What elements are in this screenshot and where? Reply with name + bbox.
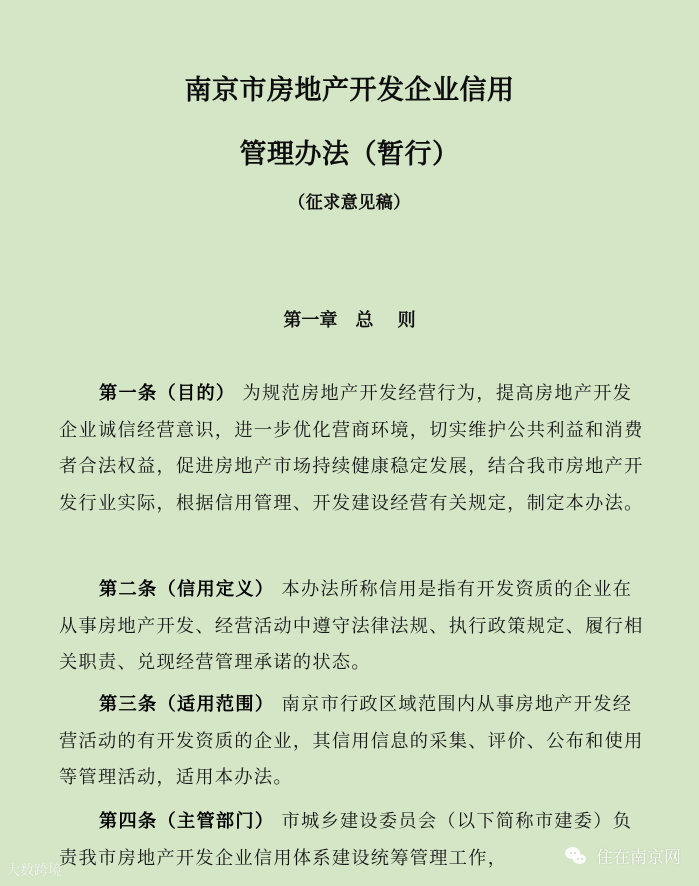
- bubble-eye: [570, 852, 572, 854]
- watermark-right: [564, 843, 681, 868]
- article-3: [59, 687, 644, 797]
- article-1-heading: 第一条（目的）: [99, 383, 236, 404]
- bubble-eye: [574, 852, 576, 854]
- article-4: [59, 804, 644, 877]
- article-4-text: 市城乡建设委员会（以下简称市建委）负责我市房地产开发企业信用体系建设统筹管理工作，: [59, 811, 633, 869]
- article-2: [59, 572, 644, 682]
- article-1-text: 为规范房地产开发经营行为，提高房地产开发企业诚信经营意识，进一步优化营商环境，切实维护公共利益和消费者合法权益，促进房地产市场持续健康稳定发展，结合我市房地产开发行业实际，根据信用管理、开发建设经营有关规定，制定本办法。: [59, 383, 644, 514]
- chat-bubble-small: [573, 854, 586, 864]
- watermark-right-text: 住在南京网: [596, 848, 681, 868]
- article-2-text: 本办法所称信用是指有开发资质的企业在从事房地产开发、经营活动中遵守法律法规、执行政策规定、履行相关职责、兑现经营管理承诺的状态。: [59, 579, 644, 674]
- article-1: [59, 376, 644, 522]
- bubble-eye: [577, 858, 579, 860]
- bubble-eye: [581, 858, 583, 860]
- article-2-heading: 第二条（信用定义）: [99, 579, 275, 600]
- title-line-1: 南京市房地产开发企业信用: [184, 75, 515, 106]
- chapter-heading: 第一章 总 则: [283, 310, 416, 331]
- wechat-icon: [564, 844, 588, 868]
- watermark-left: 大数跨境: [6, 863, 62, 879]
- title-line-2: 管理办法（暂行）: [239, 139, 460, 170]
- article-4-heading: 第四条（主管部门）: [99, 811, 275, 832]
- document-subtitle: （征求意见稿）: [288, 193, 411, 213]
- article-3-text: 南京市行政区域范围内从事房地产开发经营活动的有开发资质的企业，其信用信息的采集、评价、公布和使用等管理活动，适用本办法。: [59, 694, 644, 789]
- article-3-heading: 第三条（适用范围）: [99, 694, 275, 715]
